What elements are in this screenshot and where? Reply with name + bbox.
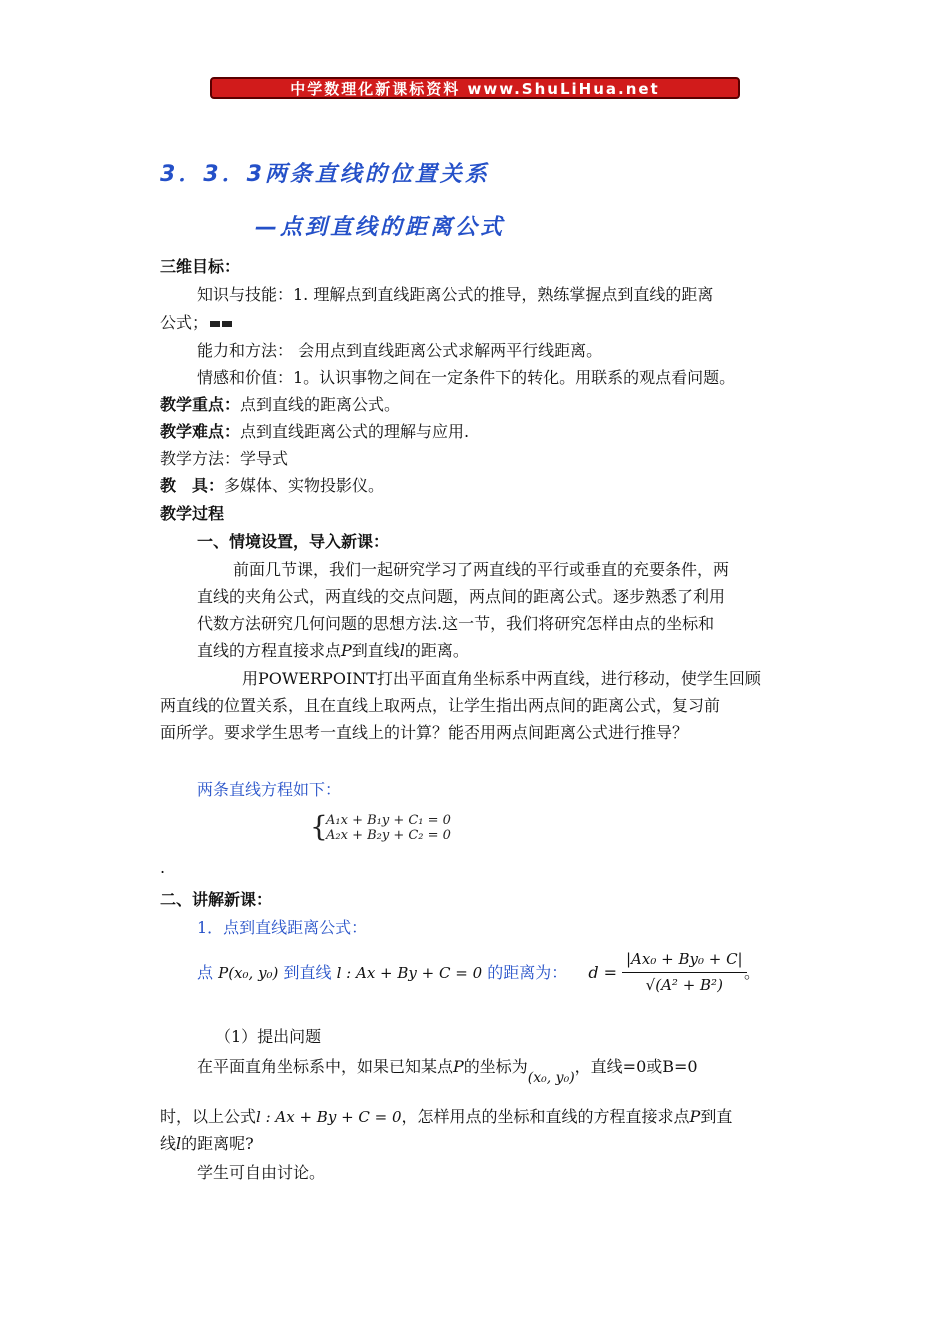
q-text-2a: 时，以上公式 [160,1107,257,1126]
tools-text: 多媒体、实物投影仪。 [224,476,385,495]
q-text-a: 在平面直角坐标系中，如果已知某点 [197,1057,454,1076]
formula-pre: 点 [197,963,214,982]
difficulty-label: 教学难点： [160,422,241,441]
formula-post: 的距离为： [487,963,568,982]
q-coords: (x₀, y₀) [527,1070,575,1086]
brace-icon: { [310,810,328,843]
teaching-method: 教学方法：学导式 [160,449,289,468]
q-text-c: 的坐标为 [463,1057,528,1076]
q-text-e: ，直线=0或B=0 [574,1057,698,1076]
q-text-2c: ，怎样用点的坐标和直线的方程直接求点 [401,1107,690,1126]
objectives-heading: 三维目标： [160,257,241,276]
formula-line: l : Ax + By + C = 0 [336,964,483,982]
formula-d: d = [588,963,618,982]
question-line2 [160,1104,732,1127]
point-p: P [341,641,352,660]
key-point [160,392,400,415]
formula-end: 。 [744,963,761,982]
equations-intro: 两条直线方程如下： [197,780,342,799]
q-line-l: l [176,1134,182,1153]
equation-2: A₂x + B₂y + C₂ = 0 [326,828,451,843]
q-text-2e: 到直 [700,1107,733,1126]
section1-p2-line1: 用POWERPOINT打出平面直角坐标系中两直线，进行移动，使学生回顾 [242,669,761,688]
section1-p2-line3: 面所学。要求学生思考一直线上的计算？能否用两点间距离公式进行推导？ [160,723,689,742]
objective-emotion: 情感和价值：1。认识事物之间在一定条件下的转化。用联系的观点看问题。 [197,368,736,387]
objective-knowledge-cont [160,310,232,333]
key-point-label: 教学重点： [160,395,241,414]
q-point-p: P [453,1057,464,1076]
fraction-denominator: √(A² + B²) [645,976,723,994]
line-l: l [399,641,405,660]
objective-ability: 能力和方法： 会用点到直线距离公式求解两平行线距离。 [197,341,603,360]
q-text-3c: 的距离呢? [181,1134,254,1153]
distance-fraction [622,950,747,994]
tools-label: 教 具： [160,476,225,495]
fraction-numerator: |Ax₀ + By₀ + C| [626,950,743,968]
section2-sub1: 1．点到直线距离公式： [197,918,368,937]
p1-text-e: 的距离。 [404,641,469,660]
section1-p1-line3: 代数方法研究几何问题的思想方法.这一节，我们将研究怎样由点的坐标和 [197,614,715,633]
q-line-eq: l : Ax + By + C = 0 [256,1108,402,1126]
difficulty [160,419,469,442]
section1-p2-line2: 两直线的位置关系，且在直线上取两点，让学生指出两点间的距离公式，复习前 [160,696,721,715]
equation-1: A₁x + B₁y + C₁ = 0 [326,813,451,828]
objective-knowledge: 知识与技能：1. 理解点到直线距离公式的推导，熟练掌握点到直线的距离 [197,285,714,304]
stray-dot: . [160,858,166,877]
site-banner: 中学数理化新课标资料 www.ShuLiHua.net [210,77,740,99]
section1-heading: 一、情境设置，导入新课： [197,532,390,551]
page-subtitle: —点到直线的距离公式 [255,215,506,240]
difficulty-text: 点到直线距离公式的理解与应用. [240,422,470,441]
formula-point: P(x₀, y₀) [218,964,279,982]
placeholder-glyph-icon [222,321,232,327]
process-heading: 教学过程 [160,504,225,523]
discussion-note: 学生可自由讨论。 [197,1163,326,1182]
question-line1 [197,1054,698,1086]
page-title: 3．3．3两条直线的位置关系 [160,162,490,187]
tools [160,473,384,496]
objective-knowledge-text: 公式； [160,313,209,332]
section2-heading: 二、讲解新课： [160,890,273,909]
q-point-p2: P [689,1107,701,1126]
section1-p1-line1: 前面几节课，我们一起研究学习了两直线的平行或垂直的充要条件，两 [233,560,730,579]
equation-system [310,810,451,843]
formula-statement [197,960,617,983]
p1-text-c: 到直线 [351,641,400,660]
formula-mid: 到直线 [283,963,332,982]
p1-text-a: 直线的方程直接求点 [197,641,342,660]
section1-p1-line2: 直线的夹角公式，两直线的交点问题，两点间的距离公式。逐步熟悉了利用 [197,587,726,606]
section1-p1-line4 [197,638,469,661]
question-line3 [160,1131,254,1154]
question-heading: （1）提出问题 [215,1027,322,1046]
q-text-3a: 线 [160,1134,177,1153]
placeholder-glyph-icon [210,321,220,327]
key-point-text: 点到直线的距离公式。 [240,395,401,414]
